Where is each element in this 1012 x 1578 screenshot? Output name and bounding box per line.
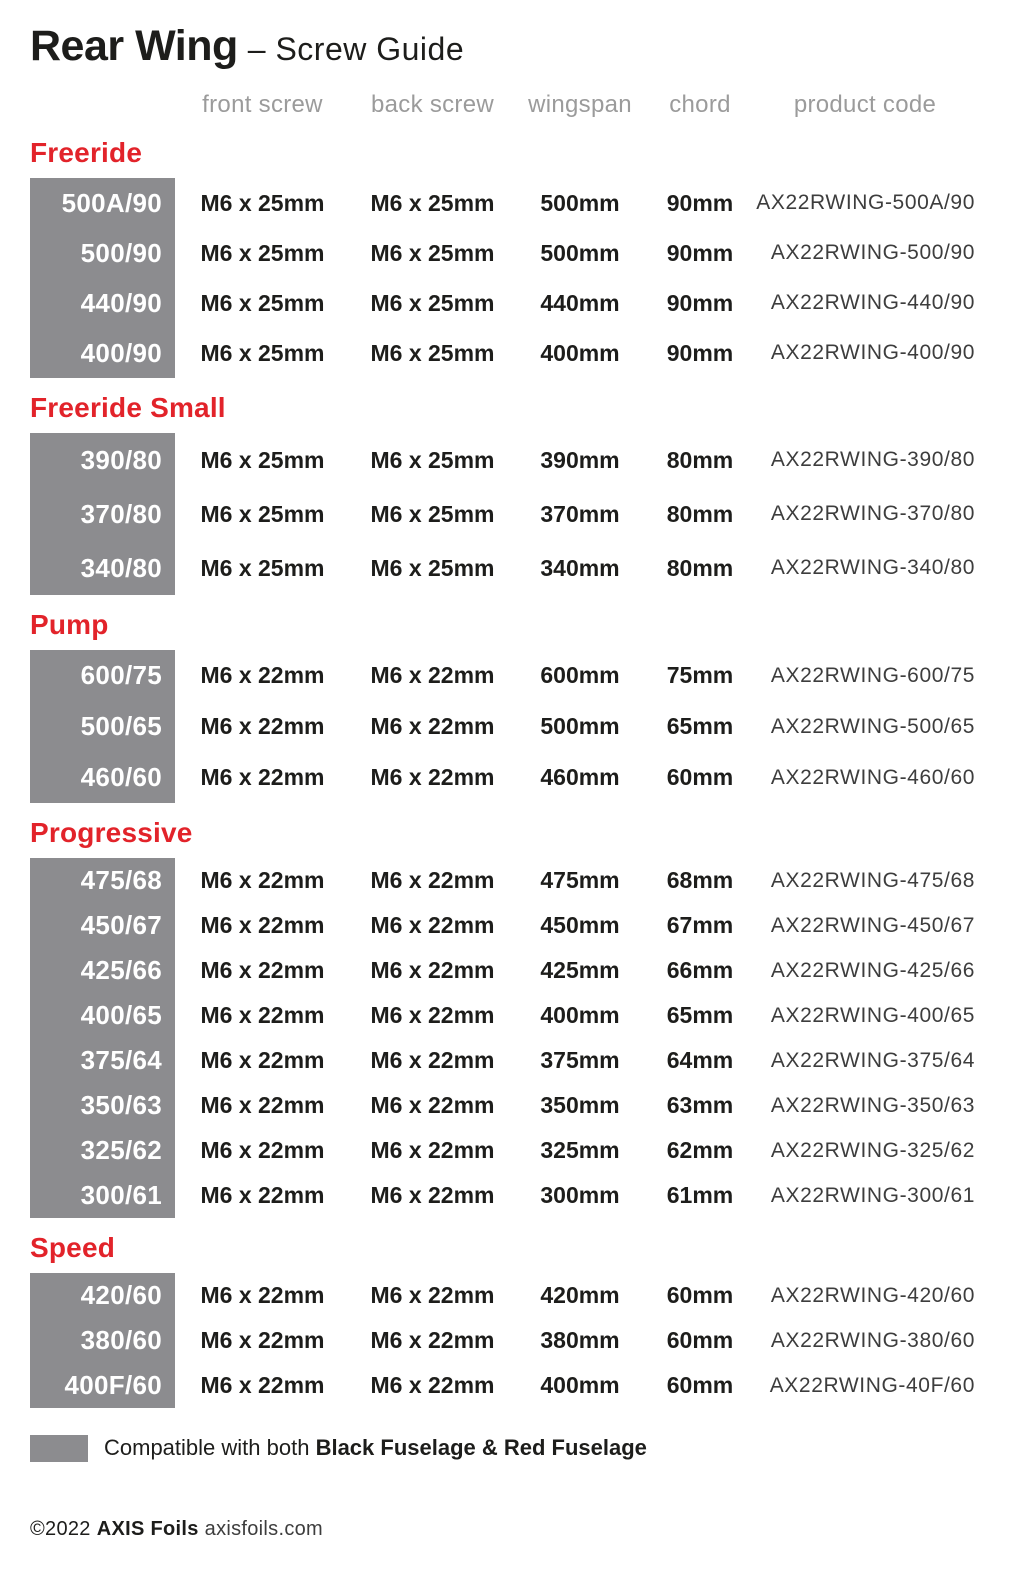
- back-screw-cell: M6 x 22mm: [370, 1327, 495, 1354]
- product-code-cell: AX22RWING-400/90: [770, 341, 975, 365]
- column-header-wingspan: wingspan: [528, 91, 632, 119]
- model-badge: 350/63: [30, 1083, 175, 1128]
- table-row: [30, 1363, 975, 1408]
- back-screw-cell: M6 x 22mm: [370, 912, 495, 939]
- table-row: [30, 1128, 975, 1173]
- model-badge: 500A/90: [30, 178, 175, 228]
- front-screw-cell: M6 x 22mm: [200, 764, 325, 791]
- back-screw-cell: M6 x 25mm: [370, 239, 495, 266]
- product-code-cell: AX22RWING-340/80: [770, 556, 975, 580]
- table-row: [30, 701, 975, 752]
- page-title: [30, 22, 1012, 71]
- back-screw-cell: M6 x 25mm: [370, 554, 495, 581]
- model-badge: 460/60: [30, 752, 175, 803]
- section-progressive: [30, 817, 1012, 1218]
- product-code-cell: AX22RWING-400/65: [770, 1003, 975, 1027]
- front-screw-cell: M6 x 22mm: [200, 912, 325, 939]
- section-heading: Speed: [30, 1232, 116, 1264]
- product-code-cell: AX22RWING-40F/60: [769, 1373, 975, 1397]
- back-screw-cell: M6 x 25mm: [370, 446, 495, 473]
- section-rows: [30, 433, 1012, 595]
- front-screw-cell: M6 x 25mm: [200, 239, 325, 266]
- table-row: [30, 858, 975, 903]
- table-row: [30, 993, 975, 1038]
- product-code-cell: AX22RWING-500A/90: [756, 191, 975, 215]
- chord-cell: 62mm: [666, 1137, 734, 1164]
- chord-cell: 65mm: [666, 1002, 734, 1029]
- chord-cell: 80mm: [666, 554, 734, 581]
- wingspan-cell: 425mm: [540, 957, 620, 984]
- table-row: [30, 1318, 975, 1363]
- section-rows: [30, 178, 1012, 378]
- chord-cell: 75mm: [666, 662, 734, 689]
- wingspan-cell: 450mm: [540, 912, 620, 939]
- model-badge: 475/68: [30, 858, 175, 903]
- table-row: [30, 1083, 975, 1128]
- product-code-cell: AX22RWING-440/90: [770, 291, 975, 315]
- product-code-cell: AX22RWING-460/60: [770, 765, 975, 789]
- product-code-cell: AX22RWING-475/68: [770, 868, 975, 892]
- wingspan-cell: 400mm: [540, 1372, 620, 1399]
- model-badge: 600/75: [30, 650, 175, 701]
- wingspan-cell: 340mm: [540, 554, 620, 581]
- section-heading: Progressive: [30, 817, 193, 849]
- chord-cell: 64mm: [666, 1047, 734, 1074]
- front-screw-cell: M6 x 25mm: [200, 554, 325, 581]
- back-screw-cell: M6 x 25mm: [370, 189, 495, 216]
- table-row: [30, 178, 975, 228]
- wingspan-cell: 420mm: [540, 1282, 620, 1309]
- back-screw-cell: M6 x 22mm: [370, 1282, 495, 1309]
- back-screw-cell: M6 x 25mm: [370, 339, 495, 366]
- model-badge: 400/65: [30, 993, 175, 1038]
- front-screw-cell: M6 x 25mm: [200, 446, 325, 473]
- table-row: [30, 487, 975, 541]
- column-header-chord: chord: [669, 91, 731, 119]
- section-freeride-small: [30, 392, 1012, 595]
- model-badge: 370/80: [30, 487, 175, 541]
- front-screw-cell: M6 x 25mm: [200, 189, 325, 216]
- back-screw-cell: M6 x 22mm: [370, 713, 495, 740]
- table-row: [30, 541, 975, 595]
- copyright-text: ©2022: [30, 1518, 91, 1541]
- column-header-back-screw: back screw: [370, 91, 495, 119]
- table-row: [30, 1173, 975, 1218]
- wingspan-cell: 500mm: [540, 239, 620, 266]
- page-title-subtitle: – Screw Guide: [247, 31, 465, 67]
- model-badge: 400F/60: [30, 1363, 175, 1408]
- front-screw-cell: M6 x 22mm: [200, 1372, 325, 1399]
- product-code-cell: AX22RWING-350/63: [770, 1093, 975, 1117]
- back-screw-cell: M6 x 22mm: [370, 1002, 495, 1029]
- table-row: [30, 433, 975, 487]
- table-row: [30, 278, 975, 328]
- back-screw-cell: M6 x 22mm: [370, 957, 495, 984]
- product-code-cell: AX22RWING-420/60: [770, 1283, 975, 1307]
- legend-text: [104, 1435, 647, 1461]
- model-badge: 390/80: [30, 433, 175, 487]
- chord-cell: 90mm: [666, 339, 734, 366]
- section-pump: [30, 609, 1012, 803]
- section-speed: [30, 1232, 1012, 1408]
- back-screw-cell: M6 x 22mm: [370, 1137, 495, 1164]
- page-title-main: Rear Wing: [30, 22, 238, 70]
- model-badge: 500/90: [30, 228, 175, 278]
- model-badge: 400/90: [30, 328, 175, 378]
- chord-cell: 63mm: [666, 1092, 734, 1119]
- chord-cell: 90mm: [666, 289, 734, 316]
- chord-cell: 60mm: [666, 764, 734, 791]
- table-row: [30, 228, 975, 278]
- chord-cell: 65mm: [666, 713, 734, 740]
- front-screw-cell: M6 x 25mm: [200, 289, 325, 316]
- website-link: axisfoils.com: [204, 1518, 324, 1541]
- model-badge: 325/62: [30, 1128, 175, 1173]
- product-code-cell: AX22RWING-325/62: [770, 1138, 975, 1162]
- legend-text-regular: Compatible with both: [104, 1435, 316, 1461]
- wingspan-cell: 600mm: [540, 662, 620, 689]
- front-screw-cell: M6 x 22mm: [200, 1327, 325, 1354]
- column-header-front-screw: front screw: [202, 91, 323, 119]
- wingspan-cell: 390mm: [540, 446, 620, 473]
- back-screw-cell: M6 x 22mm: [370, 1372, 495, 1399]
- chord-cell: 90mm: [666, 239, 734, 266]
- back-screw-cell: M6 x 22mm: [370, 867, 495, 894]
- table-row: [30, 752, 975, 803]
- front-screw-cell: M6 x 22mm: [200, 1002, 325, 1029]
- model-badge: 420/60: [30, 1273, 175, 1318]
- front-screw-cell: M6 x 25mm: [200, 500, 325, 527]
- model-badge: 380/60: [30, 1318, 175, 1363]
- legend-swatch: [30, 1435, 88, 1462]
- wingspan-cell: 325mm: [540, 1137, 620, 1164]
- section-freeride: [30, 137, 1012, 378]
- front-screw-cell: M6 x 22mm: [200, 713, 325, 740]
- table-row: [30, 948, 975, 993]
- back-screw-cell: M6 x 25mm: [370, 289, 495, 316]
- chord-cell: 66mm: [666, 957, 734, 984]
- back-screw-cell: M6 x 25mm: [370, 500, 495, 527]
- wingspan-cell: 375mm: [540, 1047, 620, 1074]
- section-rows: [30, 858, 1012, 1218]
- back-screw-cell: M6 x 22mm: [370, 662, 495, 689]
- footer: [30, 1518, 1012, 1541]
- column-header-product-code: product code: [793, 91, 937, 119]
- wingspan-cell: 400mm: [540, 1002, 620, 1029]
- legend-text-bold: Black Fuselage & Red Fuselage: [315, 1435, 647, 1461]
- model-badge: 450/67: [30, 903, 175, 948]
- legend: [30, 1434, 1012, 1462]
- section-rows: [30, 1273, 1012, 1408]
- model-badge: 375/64: [30, 1038, 175, 1083]
- chord-cell: 60mm: [666, 1282, 734, 1309]
- table-row: [30, 650, 975, 701]
- wingspan-cell: 460mm: [540, 764, 620, 791]
- model-badge: 440/90: [30, 278, 175, 328]
- wingspan-cell: 370mm: [540, 500, 620, 527]
- front-screw-cell: M6 x 22mm: [200, 1092, 325, 1119]
- wingspan-cell: 440mm: [540, 289, 620, 316]
- chord-cell: 68mm: [666, 867, 734, 894]
- table-header: [30, 89, 975, 121]
- product-code-cell: AX22RWING-380/60: [770, 1328, 975, 1352]
- front-screw-cell: M6 x 22mm: [200, 1282, 325, 1309]
- product-code-cell: AX22RWING-500/90: [770, 241, 975, 265]
- product-code-cell: AX22RWING-500/65: [770, 714, 975, 738]
- front-screw-cell: M6 x 22mm: [200, 1047, 325, 1074]
- chord-cell: 60mm: [666, 1327, 734, 1354]
- section-heading: Freeride Small: [30, 392, 226, 424]
- section-heading: Freeride: [30, 137, 143, 169]
- model-badge: 340/80: [30, 541, 175, 595]
- front-screw-cell: M6 x 22mm: [200, 662, 325, 689]
- chord-cell: 67mm: [666, 912, 734, 939]
- product-code-cell: AX22RWING-375/64: [770, 1048, 975, 1072]
- back-screw-cell: M6 x 22mm: [370, 1182, 495, 1209]
- front-screw-cell: M6 x 22mm: [200, 957, 325, 984]
- model-badge: 500/65: [30, 701, 175, 752]
- product-code-cell: AX22RWING-300/61: [770, 1183, 975, 1207]
- wingspan-cell: 500mm: [540, 189, 620, 216]
- product-code-cell: AX22RWING-600/75: [770, 663, 975, 687]
- table-row: [30, 328, 975, 378]
- wingspan-cell: 500mm: [540, 713, 620, 740]
- chord-cell: 80mm: [666, 446, 734, 473]
- model-badge: 300/61: [30, 1173, 175, 1218]
- table-row: [30, 1273, 975, 1318]
- product-code-cell: AX22RWING-450/67: [770, 913, 975, 937]
- back-screw-cell: M6 x 22mm: [370, 1047, 495, 1074]
- front-screw-cell: M6 x 22mm: [200, 867, 325, 894]
- wingspan-cell: 400mm: [540, 339, 620, 366]
- chord-cell: 61mm: [666, 1182, 734, 1209]
- back-screw-cell: M6 x 22mm: [370, 764, 495, 791]
- model-badge: 425/66: [30, 948, 175, 993]
- wingspan-cell: 380mm: [540, 1327, 620, 1354]
- product-code-cell: AX22RWING-390/80: [770, 448, 975, 472]
- wingspan-cell: 350mm: [540, 1092, 620, 1119]
- table-row: [30, 1038, 975, 1083]
- front-screw-cell: M6 x 22mm: [200, 1137, 325, 1164]
- front-screw-cell: M6 x 22mm: [200, 1182, 325, 1209]
- product-code-cell: AX22RWING-425/66: [770, 958, 975, 982]
- chord-cell: 60mm: [666, 1372, 734, 1399]
- wingspan-cell: 300mm: [540, 1182, 620, 1209]
- section-heading: Pump: [30, 609, 109, 641]
- chord-cell: 90mm: [666, 189, 734, 216]
- chord-cell: 80mm: [666, 500, 734, 527]
- product-code-cell: AX22RWING-370/80: [770, 502, 975, 526]
- brand-name: AXIS Foils: [96, 1518, 199, 1541]
- section-rows: [30, 650, 1012, 803]
- front-screw-cell: M6 x 25mm: [200, 339, 325, 366]
- back-screw-cell: M6 x 22mm: [370, 1092, 495, 1119]
- table-row: [30, 903, 975, 948]
- wingspan-cell: 475mm: [540, 867, 620, 894]
